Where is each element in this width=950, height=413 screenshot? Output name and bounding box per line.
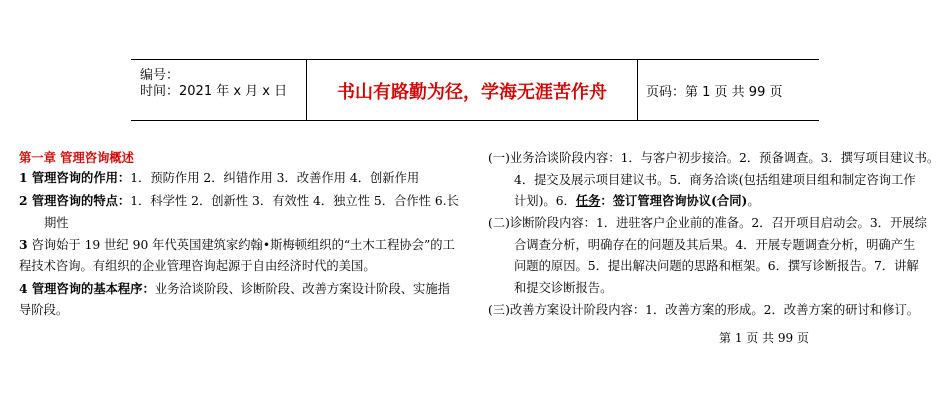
header-motto-cell bbox=[307, 60, 638, 120]
item4-text: 业务洽谈阶段、诊断阶段、改善方案设计阶段、实施指 bbox=[154, 282, 450, 296]
header-info-cell bbox=[131, 60, 307, 120]
header-page-cell bbox=[638, 60, 819, 120]
section3-line1: (三)改善方案设计阶段内容：1．改善方案的形成。2．改善方案的研讨和修订。 bbox=[488, 303, 920, 317]
item3-line2: 程技术咨询。有组织的企业管理咨询起源于自由经济时代的美国。 bbox=[19, 259, 376, 273]
chapter-title: 第一章 管理咨询概述 bbox=[19, 150, 134, 165]
item3-line1: 3 咨询始于 19 世纪 90 年代英国建筑家约翰•斯梅顿组织的“土木工程协会”的工 bbox=[19, 237, 455, 252]
task-text: ：签订管理咨询协议(合同) bbox=[600, 193, 748, 208]
section1-line3: 计划)。6．任务：签订管理咨询协议(合同)。 bbox=[514, 193, 760, 208]
document-time-label: 时间：2021 年 x 月 x 日 bbox=[140, 84, 288, 99]
page-footer: 第 1 页 共 99 页 bbox=[719, 331, 809, 345]
item4-title: 4 管理咨询的基本程序： bbox=[19, 281, 155, 296]
paragraph-item4 bbox=[19, 279, 450, 299]
document-number-label: 编号： bbox=[140, 68, 180, 83]
section1-line2: 4．提交及展示项目建议书。5．商务洽谈(包括组建项目组和制定咨询工作 bbox=[514, 173, 916, 187]
item2-text: 1．科学性 2．创新性 3．有效性 4．独立性 5．合作性 6.长 bbox=[130, 194, 459, 208]
header-table bbox=[131, 59, 819, 121]
item2-continuation: 期性 bbox=[44, 216, 69, 230]
section2-line4: 和提交诊断报告。 bbox=[514, 281, 613, 295]
section2-line1: (二)诊断阶段内容：1．进驻客户企业前的准备。2．召开项目启动会。3．开展综 bbox=[488, 216, 927, 230]
task-label: 任务 bbox=[575, 193, 601, 208]
item4-continuation: 导阶段。 bbox=[19, 303, 69, 317]
section2-line2: 合调查分析，明确存在的问题及其后果。4．开展专题调查分析，明确产生 bbox=[514, 238, 916, 252]
section2-line3: 问题的原因。5．提出解决问题的思路和框架。6．撰写诊断报告。7．讲解 bbox=[514, 259, 919, 273]
paragraph-item2 bbox=[19, 191, 459, 211]
motto-text: 书山有路勤为径，学海无涯苦作舟 bbox=[337, 82, 607, 103]
section1-line1: (一)业务洽谈阶段内容：1．与客户初步接洽。2．预备调查。3．撰写项目建议书。 bbox=[488, 151, 940, 165]
item1-text: 1．预防作用 2．纠错作用 3．改善作用 4．创新作用 bbox=[130, 171, 420, 185]
item3-text: 咨询始于 19 世纪 90 年代英国建筑家约翰•斯梅顿组织的“土木工程协会”的工 bbox=[27, 238, 455, 252]
page-number-label: 页码：第 1 页 共 99 页 bbox=[646, 85, 783, 100]
item2-title: 2 管理咨询的特点： bbox=[19, 193, 131, 208]
paragraph-item1 bbox=[19, 168, 419, 188]
item1-title: 1 管理咨询的作用： bbox=[19, 170, 131, 185]
